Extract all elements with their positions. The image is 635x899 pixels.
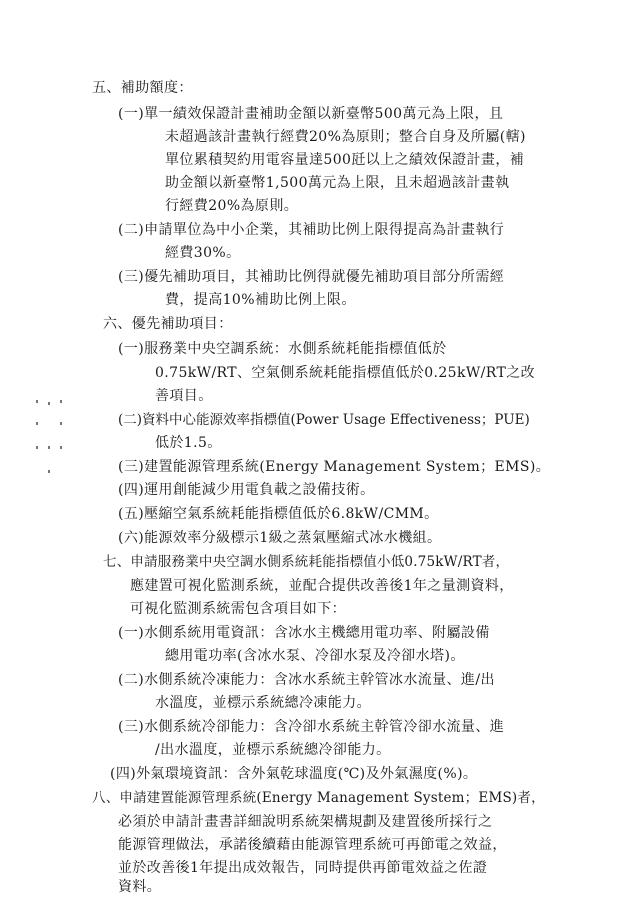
section-7-item-3-line-2: /出水溫度，並標示系統總冷卻能力。 bbox=[155, 742, 391, 758]
section-5-item-3-line-2: 費，提高10%補助比例上限。 bbox=[165, 292, 356, 308]
section-5-item-2-line-1: (二)申請單位為中小企業，其補助比例上限得提高為計畫執行 bbox=[118, 222, 505, 238]
section-6-item-6: (六)能源效率分級標示1級之蒸氣壓縮式冰水機組。 bbox=[118, 530, 442, 546]
section-8-line-3: 能源管理做法，承諾後續藉由能源管理系統可再節電之效益， bbox=[118, 837, 507, 853]
section-7-item-1-line-1: (一)水側系統用電資訊：含冰水主機總用電功率、附屬設備 bbox=[118, 625, 490, 641]
section-5-item-1-line-5: 行經費20%為原則。 bbox=[165, 198, 299, 214]
section-5-title: 五、補助額度： bbox=[92, 80, 193, 96]
section-7-item-2-line-1: (二)水側系統冷凍能力：含冰水系統主幹管冰水流量、進/出 bbox=[118, 672, 495, 688]
section-7-line-2: 應建置可視化監測系統，並配合提供改善後1年之量測資料， bbox=[130, 578, 514, 594]
section-8-line-2: 必須於申請計畫書詳細說明系統架構規劃及建置後所採行之 bbox=[118, 814, 493, 830]
section-6-item-1-line-1: (一)服務業中央空調系統：水側系統耗能指標值低於 bbox=[118, 341, 447, 357]
section-8-line-4: 並於改善後1年提出成效報告，同時提供再節電效益之佐證 bbox=[118, 860, 488, 876]
section-6-item-1-line-3: 善項目。 bbox=[155, 388, 213, 404]
section-6-item-2-line-2: 低於1.5。 bbox=[155, 435, 222, 451]
section-7-item-4: (四)外氣環境資訊：含外氣乾球溫度(℃)及外氣濕度(%)。 bbox=[110, 766, 478, 782]
section-5-item-3-line-1: (三)優先補助項目，其補助比例得就優先補助項目部分所需經 bbox=[118, 269, 505, 285]
section-5-item-1-line-3: 單位累積契約用電容量達500瓩以上之績效保證計畫，補 bbox=[165, 152, 525, 168]
section-5-item-1-line-2: 未超過該計畫執行經費20%為原則；整合自身及所屬(轄) bbox=[165, 129, 526, 145]
section-6-item-4: (四)運用創能減少用電負載之設備技術。 bbox=[118, 482, 375, 498]
section-6-item-3: (三)建置能源管理系統(Energy Management System；EMS)。 bbox=[118, 459, 551, 475]
section-6-item-2-line-1: (二)資料中心能源效率指標值(Power Usage Effectiveness；PUE) bbox=[118, 412, 530, 428]
section-6-title: 六、優先補助項目： bbox=[103, 316, 233, 332]
section-7-item-2-line-2: 水溫度，並標示系統總冷凍能力。 bbox=[155, 695, 371, 711]
section-7-item-1-line-2: 總用電功率(含冰水泵、冷卻水泵及冷卻水塔)。 bbox=[165, 648, 465, 664]
section-7-line-3: 可視化監測系統需包含項目如下： bbox=[130, 601, 346, 617]
section-5-item-1-line-1: (一)單一績效保證計畫補助金額以新臺幣500萬元為上限，且 bbox=[118, 106, 504, 122]
section-7-item-3-line-1: (三)水側系統冷卻能力：含冷卻水系統主幹管冷卻水流量、進 bbox=[118, 719, 505, 735]
section-8-line-5: 資料。 bbox=[118, 879, 162, 895]
section-5-item-1-line-4: 助金額以新臺幣1,500萬元為上限，且未超過該計畫執 bbox=[165, 175, 510, 191]
section-7-line-1: 七、申請服務業中央空調水側系統耗能指標值小低0.75kW/RT者， bbox=[103, 554, 510, 570]
section-6-item-1-line-2: 0.75kW/RT、空氣側系統耗能指標值低於0.25kW/RT之改 bbox=[155, 365, 535, 381]
section-6-item-5: (五)壓縮空氣系統耗能指標值低於6.8kW/CMM。 bbox=[118, 506, 439, 522]
section-8-line-1: 八、申請建置能源管理系統(Energy Management System；EMS)者， bbox=[92, 790, 545, 806]
scan-margin-marks bbox=[34, 400, 70, 480]
section-5-item-2-line-2: 經費30%。 bbox=[165, 245, 241, 261]
